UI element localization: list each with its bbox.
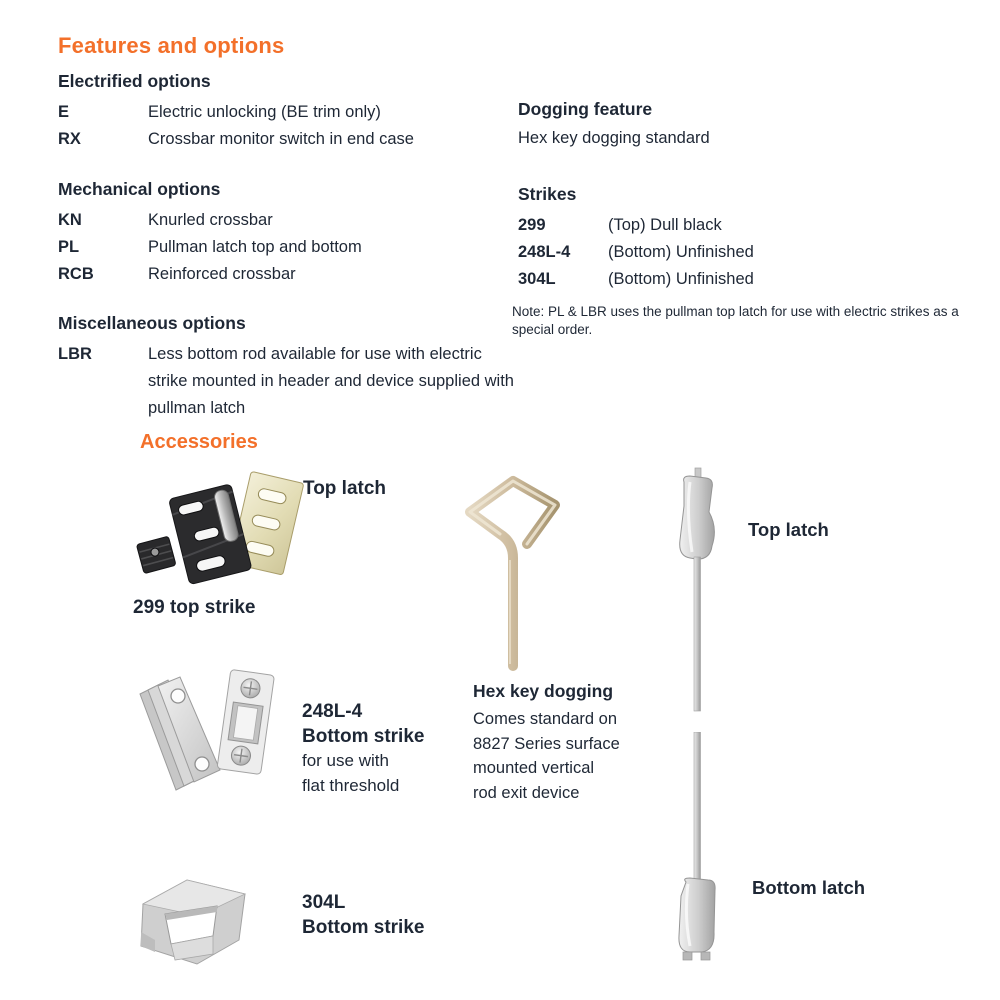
strike-code: 299 [518,216,546,234]
option-row [58,207,508,234]
bottom-strike-304-labels [302,891,424,940]
rod-top-latch-image [666,466,730,714]
strike-row [518,212,958,239]
product-desc-line: flat threshold [302,775,400,795]
product-desc-line: for use with [302,751,389,770]
hex-key-line: mounted vertical [473,759,595,777]
product-name: Bottom strike [302,916,425,938]
bottom-strike-248-image [126,668,306,796]
mechanical-options-group [58,179,508,288]
rod-bottom-latch-image [666,732,730,970]
stacked-plates-shape [140,677,220,790]
option-desc: Reinforced crossbar [148,265,296,283]
top-latch-shape [680,468,715,711]
strike-code: 304L [518,270,556,288]
option-code: PL [58,238,80,256]
option-desc: Crossbar monitor switch in end case [148,130,414,148]
hex-key-line: rod exit device [473,783,580,802]
rod-top-latch-label: Top latch [748,519,829,540]
top-strike-image [128,466,312,592]
accessories-title: Accessories [140,431,258,453]
hex-key-shape [470,481,555,666]
hex-key-heading: Hex key dogging [473,681,614,701]
option-row [58,126,508,153]
hex-key-text-block [473,681,648,805]
strike-row [518,266,958,293]
strike-desc: (Bottom) Unfinished [608,243,754,261]
rod-bottom-latch-label: Bottom latch [752,877,866,898]
strike-row [518,239,958,266]
option-row [58,99,508,126]
strike-desc: (Top) Dull black [608,216,722,234]
top-latch-label: Top latch [303,478,387,499]
option-desc: Electric unlocking (BE trim only) [148,103,381,121]
option-row [58,261,508,288]
group-heading-electrified: Electrified options [58,71,211,91]
hex-key-image [456,468,574,676]
strikes-group [518,184,958,293]
bottom-strike-304-image [133,870,255,972]
hex-key-line: 8827 Series surface [473,734,620,753]
upright-plate-shape [217,669,274,774]
option-code: RCB [58,265,94,283]
option-desc: Pullman latch top and bottom [148,238,362,256]
dogging-feature-group [518,99,958,149]
option-code: E [58,103,70,121]
bottom-latch-shape [679,732,715,960]
group-heading-strikes: Strikes [518,184,577,204]
top-strike-caption: 299 top strike [133,597,256,618]
bottom-strike-248-labels [302,700,424,798]
page-title: Features and options [58,33,285,58]
miscellaneous-options-group [58,313,518,422]
option-code: LBR [58,345,92,363]
product-code: 304L [302,892,346,913]
strike-code: 248L-4 [518,243,571,261]
latch-body-shape [169,484,252,585]
option-row [58,234,508,261]
option-desc: Knurled crossbar [148,211,273,229]
group-heading-dogging: Dogging feature [518,99,653,119]
strikes-note: Note: PL & LBR uses the pullman top latch for use with electric strikes as a special order. [512,304,959,337]
option-code: KN [58,211,82,229]
dogging-text: Hex key dogging standard [518,129,710,147]
group-heading-mechanical: Mechanical options [58,179,221,199]
option-row [58,341,518,422]
strike-desc: (Bottom) Unfinished [608,270,754,288]
product-code: 248L-4 [302,701,363,722]
group-heading-miscellaneous: Miscellaneous options [58,313,246,333]
product-name: Bottom strike [302,725,425,747]
option-code: RX [58,130,81,148]
electrified-options-group [58,71,508,153]
small-strike-shape [136,536,176,574]
option-desc: Less bottom rod available for use with electric strike mounted in header and device supplied with pullman latch [148,345,514,417]
hex-key-line: Comes standard on [473,710,617,728]
bracket-shape [141,880,245,964]
